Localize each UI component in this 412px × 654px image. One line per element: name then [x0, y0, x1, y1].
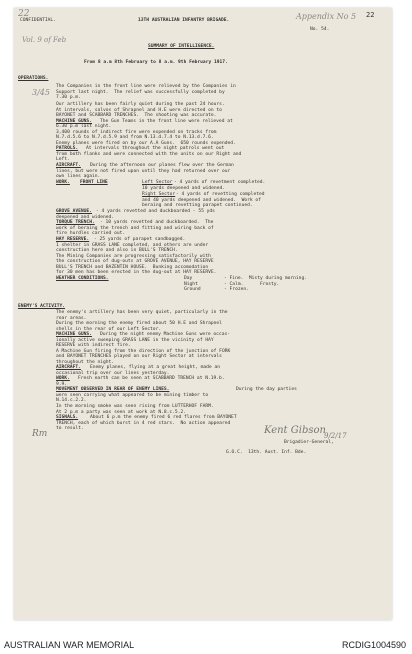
document-page [14, 8, 392, 620]
operations-margin-note: 3/45 [32, 88, 50, 97]
enemy-mg-line-4: A Machine Gun firing from the direction of the junction of FORK [56, 348, 231, 354]
right-sector-line-2: and 40 yards deepened and widened. Work of [142, 197, 261, 203]
signals-label: SIGNALS. [56, 415, 79, 420]
enemy-aircraft-line-2: occasional trip over our lines yesterday. [56, 370, 170, 376]
summary-title: SUMMARY OF INTELLIGENCE. [148, 44, 215, 49]
margin-note: Vol. 9 of Feb [22, 36, 67, 44]
hay-reserve-line-4: The Mining Companies are progressing satisfactorily with [56, 253, 211, 259]
movement-line-3: N.14.c.2.2. [56, 398, 87, 403]
enemy-work-label: WORK. [56, 376, 70, 381]
signals-line-3: to result. [56, 426, 84, 431]
enemy-line-4: shells in the rear of our Left Sector. [56, 326, 162, 332]
op-line-1: The Companies in the front line were relieved by the Companies in [56, 84, 236, 89]
movement-line-1: During the day parties [236, 387, 297, 392]
signature-handwritten: Kent Gibson [264, 425, 326, 436]
movement-line-4: In the morning smoke was seen rising from LUTTERHOF FARM. [56, 404, 214, 409]
front-line-label: FRONT LINE [80, 180, 108, 185]
signature-org: G.O.C. 13th. Aust. Inf. Bde. [226, 450, 307, 455]
operations-heading: OPERATIONS. [18, 76, 49, 81]
right-sector-line-1: - 4 yards of revetting completed [176, 192, 265, 197]
op-mg-line-2: 6.30 p.m last night. [56, 124, 112, 129]
right-sector-label: Right Sector [142, 192, 176, 197]
op-mg-line-3: 3,400 rounds of indirect fire were expended on tracks from [56, 129, 217, 135]
hay-reserve-line-3: construction here and also in BULL'S TRENCH. [56, 248, 178, 253]
brigade-title: 13TH AUSTRALIAN INFANTRY BRIGADE. [138, 18, 230, 23]
enemy-mg-line-6: throughout the night. [56, 359, 115, 365]
corner-initials: Rm [32, 429, 48, 439]
appendix-label: Appendix No 5 [296, 12, 357, 21]
enemy-mg-line-5: and BAYONET TRENCHES played on our Right Sector at intervals [56, 354, 222, 359]
confidential-label: CONFIDENTIAL. [20, 18, 56, 23]
op-line-6: BAYONET and SCABBARD TRENCHES. The shooting was accurate. [56, 113, 217, 118]
page-number: 22 [366, 11, 375, 19]
weather-ground-desc: - Frozen. [224, 287, 249, 292]
period-line: From 8 a.m 8th February to 8 a.m. 9th February 1917. [84, 60, 228, 65]
hay-reserve-line-7: for 30 men has been erected in the dug-out at HAY RESERVE. [56, 270, 217, 275]
enemy-aircraft-label: AIRCRAFT. [56, 365, 81, 370]
weather-day-desc: - Fine. Misty during morning. [224, 276, 307, 281]
enemy-machine-guns-label: MACHINE GUNS. [56, 332, 92, 337]
right-sector-line-3: beraing and revetting parapet continued. [142, 203, 253, 208]
op-aircraft-line-3: own lines again. [56, 174, 101, 179]
grove-avenue-label: GROVE AVENUE. [56, 209, 92, 214]
enemy-mg-line-2: ionally active sweeping GRASS LANE in the vicinity of HAY [56, 337, 214, 343]
op-mg-line-4: N.7.d.5.6 to N.7.d.5.9 and from N.13.d.7.4 to N.13.d.7.6. [56, 135, 214, 140]
op-line-2: Support last night. The relief was successfully completed by [56, 89, 225, 95]
corner-page-number: 22 [18, 9, 30, 19]
enemy-line-1: The enemy's artillery has been very quiet, particularly in the [56, 310, 228, 315]
footer-record-id: RCDIG1004590 [341, 640, 406, 650]
enemy-mg-line-1: During the night enemy Machine Guns were occas- [100, 332, 230, 337]
op-mg-line-5: Enemy planes were fired on by our A.A Guns. 650 rounds expended. [56, 140, 236, 146]
weather-ground-period: Ground [184, 287, 201, 292]
hay-reserve-line-5: the construction of dug-outs at GROVE AVENUE, HAY RESERVE [56, 259, 214, 264]
movement-label: MOVEMENT OBSERVED IN REAR OF ENEMY LINES. [56, 387, 170, 392]
left-sector-line-1: - 4 yards of revetment completed. [174, 180, 266, 185]
summary-number: No. 54. [310, 27, 330, 32]
torque-trench-line-3: fire hurdles carried out. [56, 231, 126, 236]
op-aircraft-line-2: lines, but were not fired upon until they had returned over our [56, 168, 231, 174]
enemy-heading: ENEMY'S ACTIVITY. [18, 304, 66, 309]
left-sector-label: Left Sector [142, 180, 173, 185]
op-patrols-line-1: At intervals throughout the night patrols went out [86, 146, 225, 151]
weather-night-period: Night [184, 281, 198, 287]
signature-title: Brigadier-General, [284, 440, 334, 445]
op-work-label: WORK. [56, 180, 70, 185]
torque-trench-line-2: work of beraing the trench and fitting and wiring back of [56, 225, 214, 231]
torque-trench-label: TORQUE TRENCH. [56, 220, 95, 225]
op-patrols-line-2: from both flanks and were connected with the units on our Right and [56, 151, 242, 157]
signals-line-1: About 6 p.m the enemy fired 6 red flares from BAYONET [90, 415, 237, 420]
op-patrols-line-3: Left. [56, 157, 70, 162]
hay-reserve-line-1: - 25 yards of parapet sandbagged. [94, 237, 186, 242]
weather-day-period: Day [184, 276, 193, 281]
weather-label: WEATHER CONDITIONS. [56, 276, 109, 281]
enemy-work-line-1: Fresh earth can be seen at SCABBARD TRENCH at N.19.b. [78, 376, 225, 381]
op-line-4: Our artillery has been fairly quiet during the past 24 hours. [56, 102, 225, 107]
enemy-line-2: rear areas. [56, 315, 87, 321]
movement-line-5: At 2 p.m a party was seen at work at N.8.c.5.2. [56, 409, 186, 415]
enemy-aircraft-line-1: Enemy planes, flying at a great height, made an [90, 365, 220, 370]
hay-reserve-line-6: BULL'S TRENCH and BAZENTIN HOUSE. Bunking accomodation [56, 264, 209, 270]
footer-archive-name: AUSTRALIAN WAR MEMORIAL [4, 640, 135, 650]
torque-trench-line-1: - 10 yards revetted and duckboarded. The [100, 220, 214, 225]
enemy-work-line-2: 9.9. [56, 381, 68, 387]
signals-line-2: TRENCH, each of which burst in 4 red stars. No action appeared [56, 420, 231, 426]
grove-avenue-line-1: - 4 yards revetted and duckboarded - 55 yds [96, 209, 215, 214]
op-line-5: At intervals, salvos of Shrapnel and H.E were directed on to [56, 107, 222, 113]
op-aircraft-line-1: During the afternoon our planes flew over the German [90, 163, 234, 168]
hay-reserve-line-2: 1 shelter in GRASS LANE completed, and others are under [56, 242, 209, 248]
left-sector-line-2: 10 yards deepened and widened. [142, 185, 225, 191]
grove-avenue-line-2: deepened and widened. [56, 214, 115, 220]
enemy-line-3: During the morning the enemy fired about 50 H.E and Shrapnel [56, 321, 222, 326]
archive-footer [0, 624, 412, 654]
signature-date: 9/2/17 [324, 432, 347, 440]
enemy-mg-line-3: RESERVE with indirect fire. [56, 343, 131, 348]
op-line-3: 7.30 p.m. [56, 95, 81, 100]
op-mg-line-1: The Gun Teams in the front line were relieved at [100, 118, 233, 124]
weather-night-desc: - Calm. Frosty. [224, 281, 280, 287]
movement-line-2: were seen carrying what appeared to be mining timber to [56, 392, 209, 398]
hay-reserve-label: HAY RESERVE. [56, 237, 90, 242]
op-patrols-label: PATROLS. [56, 146, 79, 151]
op-machine-guns-label: MACHINE GUNS. [56, 118, 92, 124]
op-aircraft-label: AIRCRAFT. [56, 163, 81, 168]
